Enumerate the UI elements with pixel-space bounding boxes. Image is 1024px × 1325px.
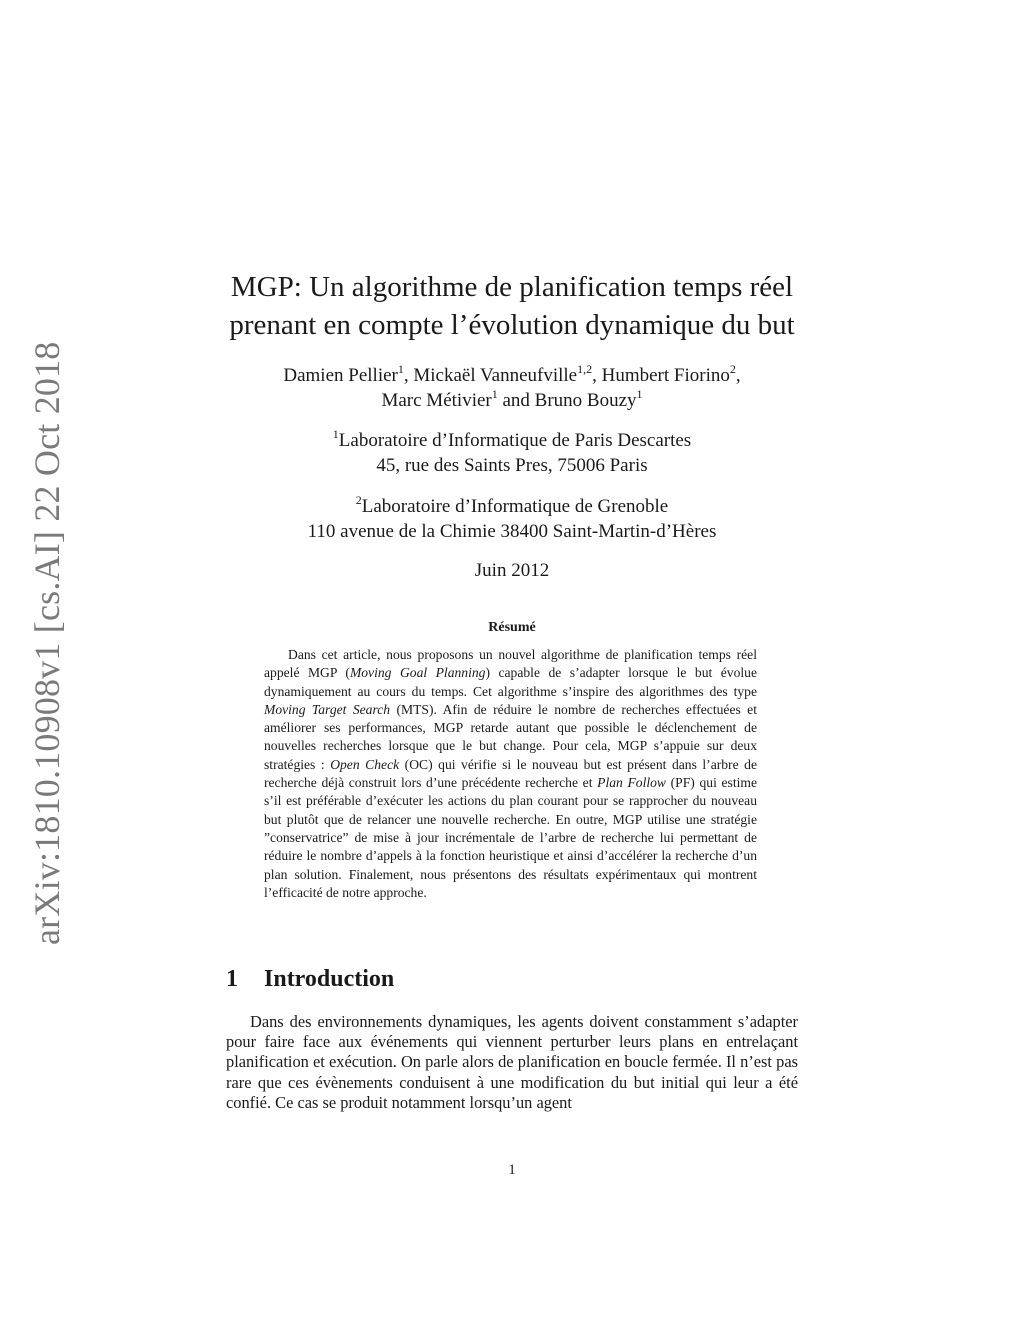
publication-date: Juin 2012 [474,560,550,581]
abstract-term-oc: Open Check [330,756,400,772]
affiliation-2 [170,494,854,544]
abstract-term-mgp: Moving Goal Planning [349,665,486,681]
abstract-heading: Résumé [488,620,536,635]
page-number: 1 [508,1162,516,1178]
abstract-text: (MTS). Afin de réduire le nombre de recherches effectuées et améliorer ses performances, MGP retarde autant que possible le déclenchement de nouvelles recherches lorsque que le but change. Pour cela, MGP s’appuie sur deux stratégies : [264,701,757,772]
author-affiliation-mark: 1 [397,361,404,376]
title-line-2: prenant en compte l’évolution dynamique du but [229,309,795,341]
author-separator: , [592,365,602,386]
paper-title [170,268,854,344]
affiliation-name: Laboratoire d’Informatique de Grenoble [361,496,669,517]
author-list [170,363,854,413]
section-title: Introduction [264,966,395,992]
author-separator: , [735,365,741,386]
section-heading [226,966,394,993]
abstract-text: (OC) qui vérifie si le nouveau but est présent dans l’arbre de recherche déjà construit lors d’une précédente recherche et [264,756,757,791]
author-affiliation-mark: 1,2 [577,361,593,376]
affiliation-mark: 2 [355,492,362,507]
abstract-term-mts: Moving Target Search [264,701,391,717]
author-name: Mickaël Vanneufville [413,365,578,386]
author-separator: and [497,390,535,411]
abstract-text: ) capable de s’adapter lorsque le but évolue dynamiquement au cours du temps. Cet algorithme s’inspire des algorithmes des type [264,665,757,699]
abstract-text: Dans cet article, nous proposons un nouvel algorithme de planification temps réel appelé MGP ( [264,647,757,681]
author-name: Bruno Bouzy [534,390,637,411]
arxiv-identifier-stamp: arXiv:1810.10908v1 [cs.AI] 22 Oct 2018 [27,341,67,945]
title-line-1: MGP: Un algorithme de planification temps réel [230,271,794,303]
affiliation-1 [170,428,854,478]
author-line-1 [170,363,854,388]
author-name: Humbert Fiorino [601,365,730,386]
author-name: Damien Pellier [283,365,398,386]
abstract-body [264,646,757,902]
affiliation-mark: 1 [332,426,339,441]
abstract-term-pf: Plan Follow [597,775,666,791]
affiliation-address: 110 avenue de la Chimie 38400 Saint-Martin-d’Hères [307,521,717,542]
abstract-text: (PF) qui estime s’il est préférable d’exécuter les actions du plan courant pour se rapprocher du nouveau but plutôt que de relancer une nouvelle recherche. En outre, MGP utilise une stratégie ”conservatrice” de mise à jour incrémentale de l’arbre de recherche lui permettant de réduire le nombre d’appels à la fonction heuristique et ainsi d’accélérer la recherche d’un plan solution. Finalement, nous présentons des résultats expérimentaux qui montrent l’efficacité de notre approche. [264,775,758,900]
affiliation-name: Laboratoire d’Informatique de Paris Descartes [338,430,692,451]
section-number: 1 [226,966,238,992]
author-affiliation-mark: 1 [636,386,643,401]
affiliation-address: 45, rue des Saints Pres, 75006 Paris [376,455,648,476]
author-affiliation-mark: 2 [729,361,736,376]
author-affiliation-mark: 1 [491,386,498,401]
introduction-paragraph: Dans des environnements dynamiques, les agents doivent constamment s’adapter pour faire face aux événements qui viennent perturber leurs plans en entrelaçant planification et exécution. On parle alors de planification en boucle fermée. Il n’est pas rare que ces évènements conduisent à une modification du but initial qui leur a été confié. Ce cas se produit notamment lorsqu’un agent [226,1012,798,1112]
author-separator: , [403,365,414,386]
author-line-2 [170,388,854,413]
author-name: Marc Métivier [381,390,492,411]
